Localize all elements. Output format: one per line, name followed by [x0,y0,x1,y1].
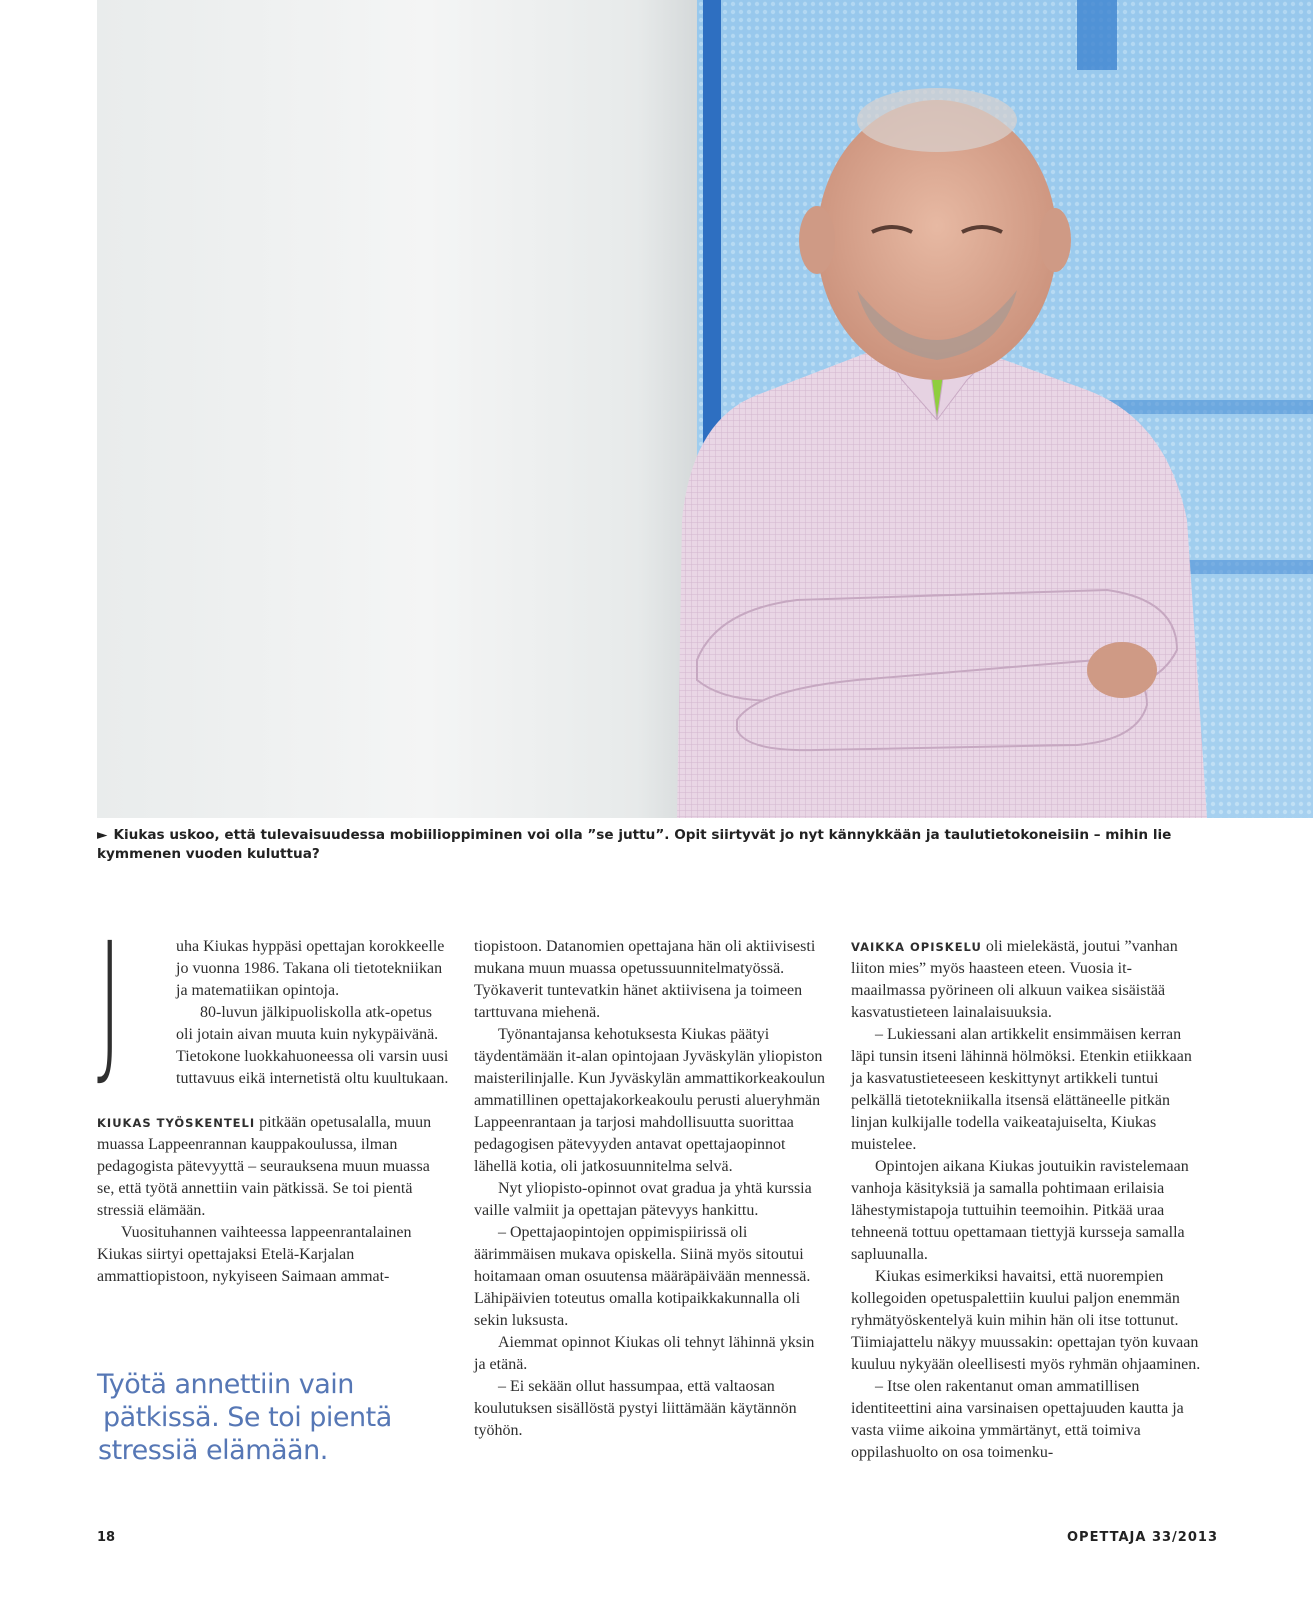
drop-cap [97,909,176,1093]
paragraph: Vuosituhannen vaihteessa lappeenrantalainen Kiukas siirtyi opettajaksi Etelä-Karjalan ammattiopistoon, nykyiseen Saimaan ammat- [97,1224,412,1285]
section-paragraph [97,1112,449,1222]
article-column-1 [97,909,449,1288]
section-lead: KIUKAS TYÖSKENTELI [97,1116,256,1130]
portrait-illustration [97,0,1313,818]
article-photo [97,0,1313,818]
drop-cap-letter: J [97,909,123,1093]
paragraph: Kiukas esimerkiksi havaitsi, että nuorempien kollegoiden opetuspalettiin kuului paljon enemmän ryhmätyöskentelyä kuin mihin hän oli itse tottunut. Tiimiajattelu näkyy muussakin: opettajan työn kuvaan kuuluu nykyään oleellisesti myös ryhmän ohjaaminen. [851,1268,1201,1373]
caption-arrow-icon: ► [97,827,108,843]
paragraph: Työnantajansa kehotuksesta Kiukas päätyi täydentämään it-alan opintojaan Jyväskylän yliopiston maisterilinjalle. Kun Jyväskylän ammattikorkeakoulun ammatillinen opettajakorkeakoulu perusti alueryhmän Lappeenrantaan ja tarjosi mahdollisuutta suorittaa pedagogisen pätevyyden antavat opettajaopinnot lähellä kotia, oli jatkosuunnitelma selvä. [474,1026,826,1175]
caption-text: Kiukas uskoo, että tulevaisuudessa mobiilioppiminen voi olla ”se juttu”. Opit siirtyvät jo nyt kännykkään ja taulutietokoneisiin – mihin lie kymmenen vuoden kuluttua? [97,827,1172,862]
pull-quote-line: pätkissä. Se toi pientä [103,1402,392,1433]
paragraph: Opintojen aikana Kiukas joutuikin ravistelemaan vanhoja käsityksiä ja samalla pohtimaan erilaisia lähestymistapoja tuttuihin teemoihin. Pitkää uraa tehneenä tottuu opettamaan tiettyjä kursseja samalla sapluunalla. [851,1158,1189,1263]
section-paragraph [851,936,1203,1024]
paragraph: 80-luvun jälkipuoliskolla atk-opetus oli jotain aivan muuta kuin nykypäivänä. Tietokone luokkahuoneessa oli varsin uusi tuttavuus eikä internetistä oltu kuultukaan. [176,1004,449,1087]
paragraph: tiopistoon. Datanomien opettajana hän oli aktiivisesti mukana muun muassa opetussuunnitelmatyössä. Työkaverit tuntevatkin hänet aktiivisena ja toimeen tarttuvana miehenä. [474,938,816,1021]
paragraph: uha Kiukas hyppäsi opettajan korokkeelle jo vuonna 1986. Takana oli tietotekniikan ja matematiikan opintoja. [176,938,445,999]
paragraph: Nyt yliopisto-opinnot ovat gradua ja yhtä kurssia vaille valmiit ja opettajan pätevyys hankittu. [474,1180,812,1219]
paragraph: – Ei sekään ollut hassumpaa, että valtaosan koulutuksen sisällöstä pystyi liittämään käytännön työhön. [474,1378,797,1439]
pull-quote-line: Työtä annettiin vain [97,1369,354,1400]
article-column-2 [474,936,826,1442]
paragraph: – Lukiessani alan artikkelit ensimmäisen kerran läpi tunsin itseni lähinnä hölmöksi. Etenkin etiikkaan ja kasvatustieteeseen keskittynyt artikkeli tuntui pelkällä tietotekniikalla itsensä elättäneelle pitkän linjan kulkijalle todella vaikeatajuiselta, Kiukas muistelee. [851,1026,1192,1153]
publication-issue: OPETTAJA 33/2013 [1067,1530,1218,1545]
paragraph: Aiemmat opinnot Kiukas oli tehnyt lähinnä yksin ja etänä. [474,1334,815,1373]
section-text: pitkään opetusalalla, muun muassa Lappeenrannan kauppakoulussa, ilman pedagogista pätevyyttä – seurauksena muun muassa se, että työtä annettiin vain pätkissä. Se toi pientä stressiä elämään. [97,1114,432,1219]
pull-quote [97,1368,457,1467]
section-text: oli mielekästä, joutui ”vanhan liiton mies” myös haasteen eteen. Vuosia it-maailmassa pyörineen oli alkuun vaikea sisäistää kasvatustieteen lainalaisuuksia. [851,938,1178,1021]
paragraph: – Opettajaopintojen oppimispiirissä oli äärimmäisen mukava opiskella. Siinä myös sitoutui hoitamaan oman osuutensa määräpäivään mennessä. Lähipäivien toteutus omalla kotipaikkakunnalla oli sekin luksusta. [474,1224,811,1329]
page-number: 18 [97,1530,116,1545]
photo-caption [97,826,1197,864]
section-lead: VAIKKA OPISKELU [851,940,982,954]
pull-quote-line: stressiä elämään. [98,1435,328,1466]
paragraph: – Itse olen rakentanut oman ammatillisen identiteettini aina varsinaisen opettajuuden kautta ja vasta viime aikoina ymmärtänyt, että toimiva oppilashuolto on osa toimenku- [851,1378,1184,1461]
article-column-3 [851,936,1203,1464]
